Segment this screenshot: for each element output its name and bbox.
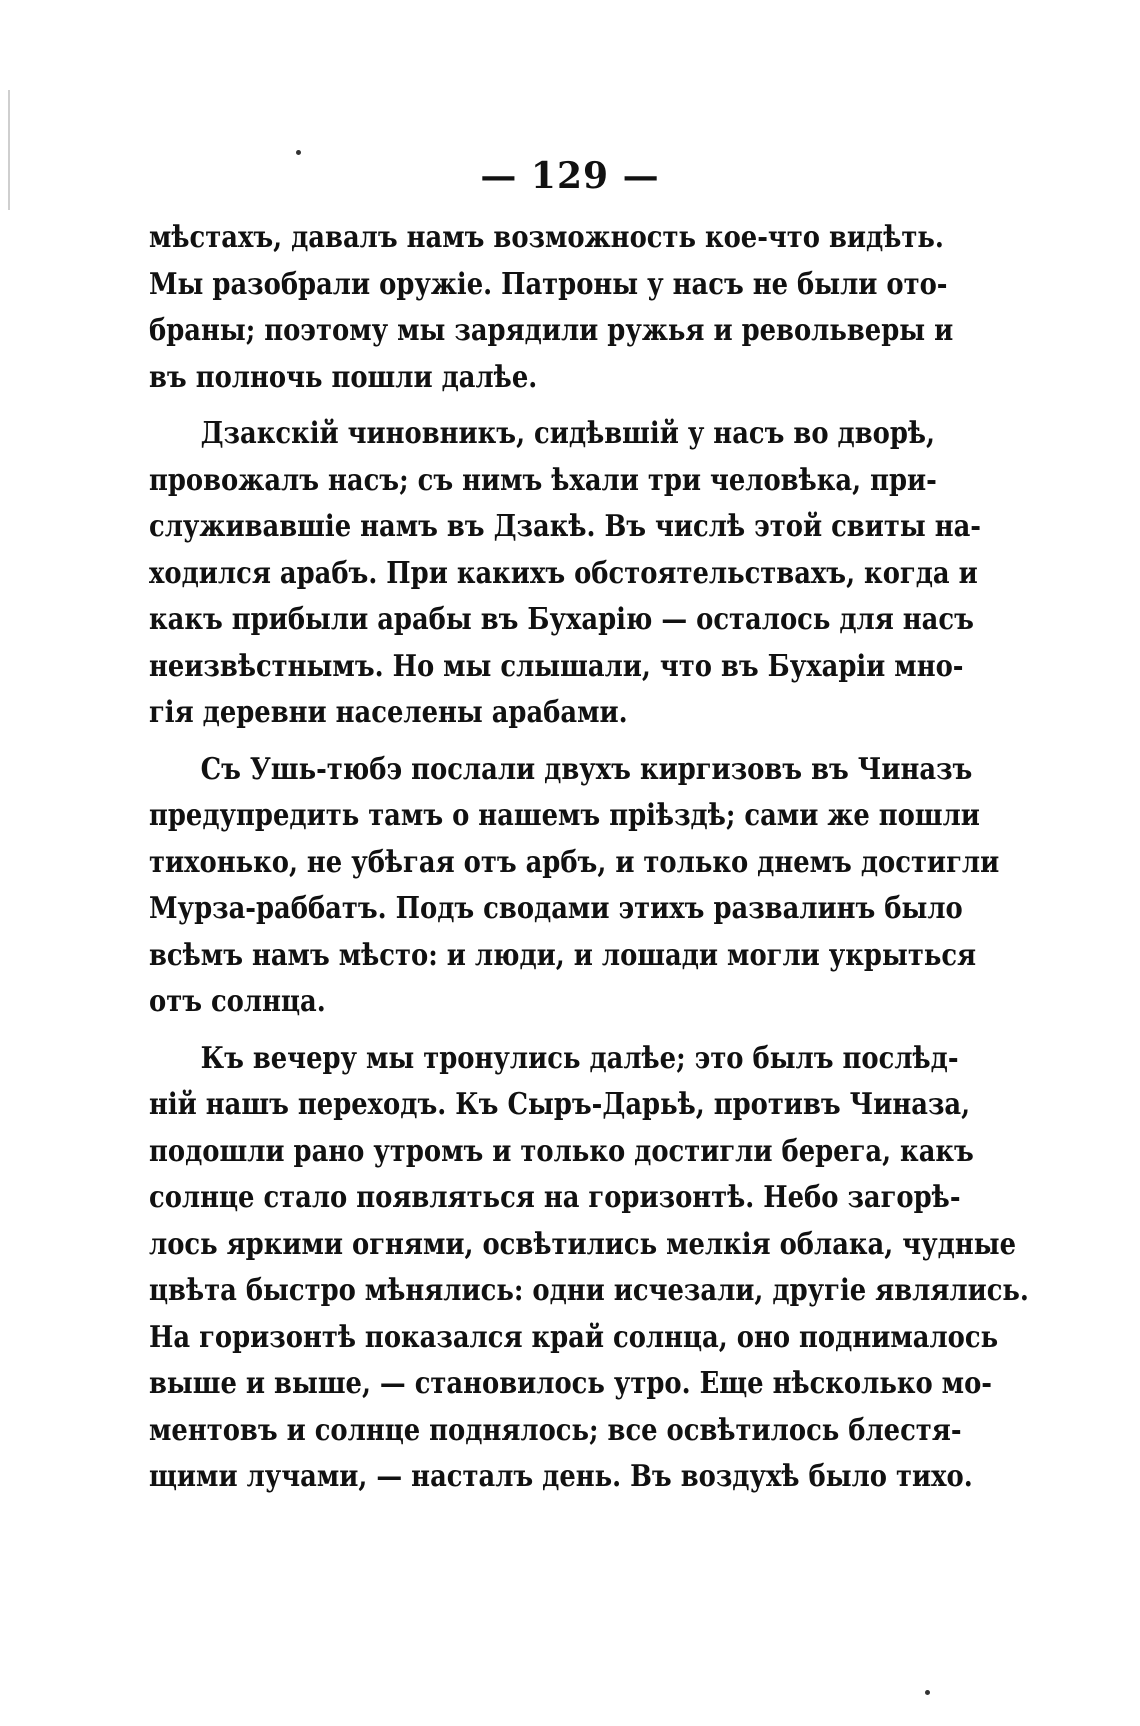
text-line: ходился арабъ. При какихъ обстоятельствахъ, когда и [149,555,978,591]
text-line: неизвѣстнымъ. Но мы слышали, что въ Бухаріи мно- [149,648,964,684]
text-line: цвѣта быстро мѣнялись: одни исчезали, другіе являлись. [149,1273,1029,1308]
text-line: тихонько, не убѣгая отъ арбъ, и только днемъ достигли [149,844,1000,880]
text-line: щими лучами, — насталъ день. Въ воздухѣ было тихо. [149,1459,973,1494]
text-line: ній нашъ переходъ. Къ Сыръ-Дарьѣ, противъ Чиназа, [149,1087,971,1122]
paragraph [149,215,954,401]
scan-speck [925,1690,930,1695]
text-line: мѣстахъ, давалъ намъ возможность кое-что видѣть. [149,220,944,255]
text-line: служивавшіе намъ въ Дзакѣ. Въ числѣ этой свиты на- [149,509,982,544]
text-line: Къ вечеру мы тронулись далѣе; это былъ послѣд- [200,1040,959,1076]
paragraph [149,747,1000,1026]
text-line: солнце стало появляться на горизонтѣ. Небо загорѣ- [149,1180,961,1215]
page-number: — 129 — [480,155,660,197]
text-line: въ полночь пошли далѣе. [149,359,538,395]
paragraph [149,1036,1029,1501]
text-line: Мы разобрали оружіе. Патроны у насъ не были ото- [149,266,948,302]
text-line: Съ Ушь-тюбэ послали двухъ киргизовъ въ Чиназъ [200,751,973,787]
text-line: подошли рано утромъ и только достигли берега, какъ [149,1133,974,1169]
text-line: какъ прибыли арабы въ Бухарію — осталось для насъ [149,602,974,637]
text-line: гія деревни населены арабами. [149,695,628,730]
text-line: предупредить тамъ о нашемъ пріѣздѣ; сами же пошли [149,798,980,833]
text-line: всѣмъ намъ мѣсто: и люди, и лошади могли укрыться [149,937,977,973]
text-line: выше и выше, — становилось утро. Еще нѣсколько мо- [149,1366,993,1401]
text-line: Дзакскій чиновникъ, сидѣвшій у насъ во дворѣ, [200,416,936,451]
text-line: лось яркими огнями, освѣтились мелкія облака, чудные [149,1226,1017,1262]
text-line: провожалъ насъ; съ нимъ ѣхали три человѣка, при- [149,462,937,498]
text-line: ментовъ и солнце поднялось; все освѣтилось блестя- [149,1412,962,1448]
text-line: Мурза-раббатъ. Подъ сводами этихъ развалинъ было [149,891,963,926]
text-line: отъ солнца. [149,984,326,1019]
text-line: На горизонтѣ показался край солнца, оно поднималось [149,1319,999,1355]
text-line: браны; поэтому мы зарядили ружья и револьверы и [149,313,954,348]
paragraph [149,411,982,737]
body-text [149,215,1029,1501]
